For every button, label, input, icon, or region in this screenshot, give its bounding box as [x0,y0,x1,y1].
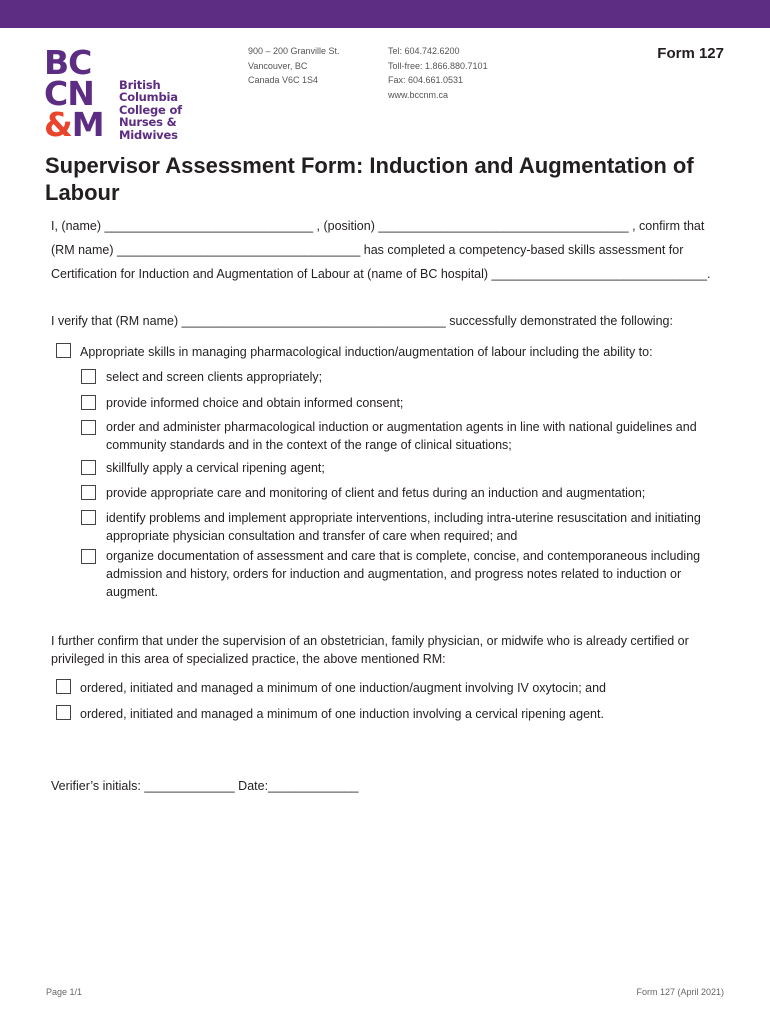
website-link[interactable]: www.bccnm.ca [388,89,449,100]
sub-item-checkbox[interactable] [81,510,96,525]
form-revision-date: Form 127 (April 2021) [636,987,724,997]
oxytocin-checkbox[interactable] [56,679,71,694]
sub-item-checkbox[interactable] [81,395,96,410]
main-skill-label: Appropriate skills in managing pharmacological induction/augmentation of labour including the ability to: [80,345,653,359]
contact-info [388,44,488,102]
intro-line-1: I, (name) ______________________________ , (position) ____________________________________ , confirm that [51,219,705,233]
logo-letter-m: M [71,105,104,144]
toll-free-number: Toll-free: 1.866.880.7101 [388,60,488,71]
address-line: 900 – 200 Granville St. [248,46,340,56]
sub-item-label: skillfully apply a cervical ripening agent; [106,461,325,475]
main-skill-checkbox[interactable] [56,343,71,358]
logo-letters-cn: CN [44,74,94,113]
phone-number: Tel: 604.742.6200 [388,46,460,56]
address-line: Canada V6C 1S4 [248,75,319,85]
verifier-signature-line: Verifier’s initials: _____________ Date:_____________ [51,779,359,793]
logo-monogram [44,43,104,144]
page-title: Supervisor Assessment Form: Induction and Augmentation of Labour [45,153,694,205]
cervical-ripening-label: ordered, initiated and managed a minimum of one induction involving a cervical ripening agent. [80,707,604,721]
logo-letters-am [44,105,104,144]
top-brand-bar [0,0,770,28]
sub-item-checkbox[interactable] [81,549,96,564]
logo-organization-name [119,79,182,141]
sub-item-label: provide appropriate care and monitoring of client and fetus during an induction and augmentation; [106,486,646,500]
office-address [248,44,340,88]
sub-item-checkbox[interactable] [81,369,96,384]
address-line: Vancouver, BC [248,60,308,71]
logo-name-line: College of [119,102,182,117]
page-number: Page 1/1 [46,987,83,997]
cervical-ripening-checkbox[interactable] [56,705,71,720]
logo-name-line: Nurses & [119,115,177,130]
sub-item-label: organize documentation of assessment and care that is complete, concise, and contemporaneous including admission and history, orders for induction and augmentation, and progress notes related to induction or augment. [106,549,701,599]
sub-item-label: provide informed choice and obtain informed consent; [106,396,404,410]
sub-item-label: order and administer pharmacological induction or augmentation agents in line with national guidelines and community standards and in the context of the range of clinical situations; [106,420,697,452]
intro-line-2: (RM name) ___________________________________ has completed a competency-based skills assessment for [51,243,684,257]
bccnm-logo [44,43,184,144]
verify-line: I verify that (RM name) ______________________________________ successfully demonstrated the following: [51,314,673,328]
logo-name-line: Columbia [119,90,178,105]
fax-number: Fax: 604.661.0531 [388,75,464,85]
logo-letters-bc: BC [44,43,92,82]
intro-line-3: Certification for Induction and Augmentation of Labour at (name of BC hospital) _______________________________. [51,267,711,281]
sub-item-checkbox[interactable] [81,460,96,475]
logo-ampersand: & [44,105,72,144]
sub-item-checkbox[interactable] [81,420,96,435]
further-confirm-text: I further confirm that under the supervision of an obstetrician, family physician, or midwife who is already certified or privileged in this area of specialized practice, the above mentioned RM: [51,634,689,666]
oxytocin-label: ordered, initiated and managed a minimum of one induction/augment involving IV oxytocin; and [80,681,607,695]
sub-item-label: select and screen clients appropriately; [106,370,323,384]
form-number: Form 127 [657,45,724,62]
sub-item-checkbox[interactable] [81,485,96,500]
logo-name-line: British [119,78,161,92]
logo-name-line: Midwives [119,127,178,142]
sub-item-label: identify problems and implement appropriate interventions, including intra-uterine resuscitation and initiating appropriate physician consultation and transfer of care when required; and [106,511,701,543]
